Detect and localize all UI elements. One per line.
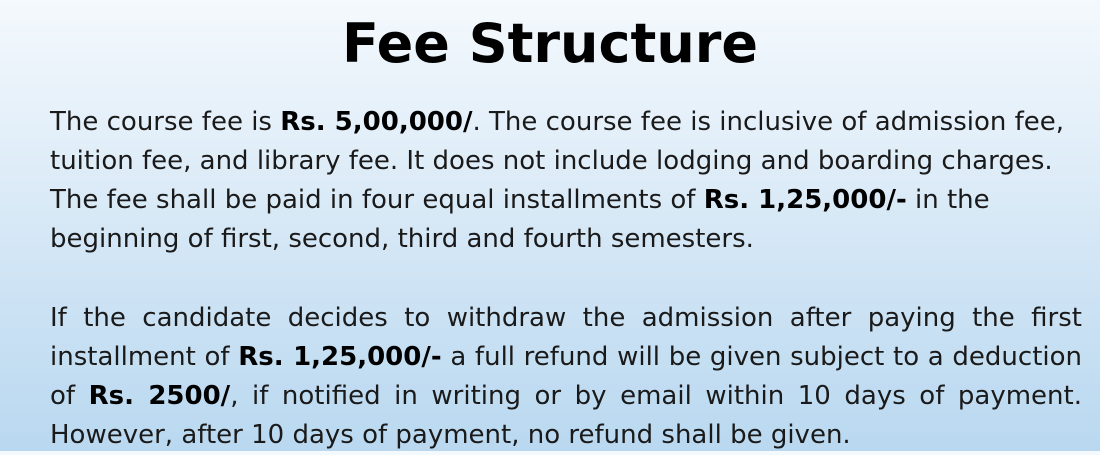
text-segment: , if notified in writing or by email within 10 days of payment. However, after 10 days of payment, no refund shall be given. bbox=[50, 381, 1082, 450]
text-segment: The course fee is bbox=[50, 107, 281, 137]
text-segment: a full refund will be given subject to a deduction of bbox=[50, 342, 1082, 411]
deduction-amount: Rs. 2500/ bbox=[88, 381, 231, 411]
page-title: Fee Structure bbox=[341, 12, 759, 75]
course-fee-paragraph bbox=[50, 103, 1082, 259]
text-segment: . The course fee is inclusive of admission fee, tuition fee, and library fee. It does not include lodging and boarding charges. The fee shall be paid in four equal installments of bbox=[50, 107, 1065, 215]
text-segment: If the candidate decides to withdraw the admission after paying the first installment of bbox=[50, 303, 1082, 372]
text-segment: in the beginning of first, second, third and fourth semesters. bbox=[50, 185, 990, 254]
refund-policy-paragraph bbox=[50, 299, 1082, 455]
first-installment-amount: Rs. 1,25,000/- bbox=[238, 342, 442, 372]
course-fee-amount: Rs. 5,00,000/ bbox=[280, 107, 473, 137]
installment-amount: Rs. 1,25,000/- bbox=[703, 185, 907, 215]
